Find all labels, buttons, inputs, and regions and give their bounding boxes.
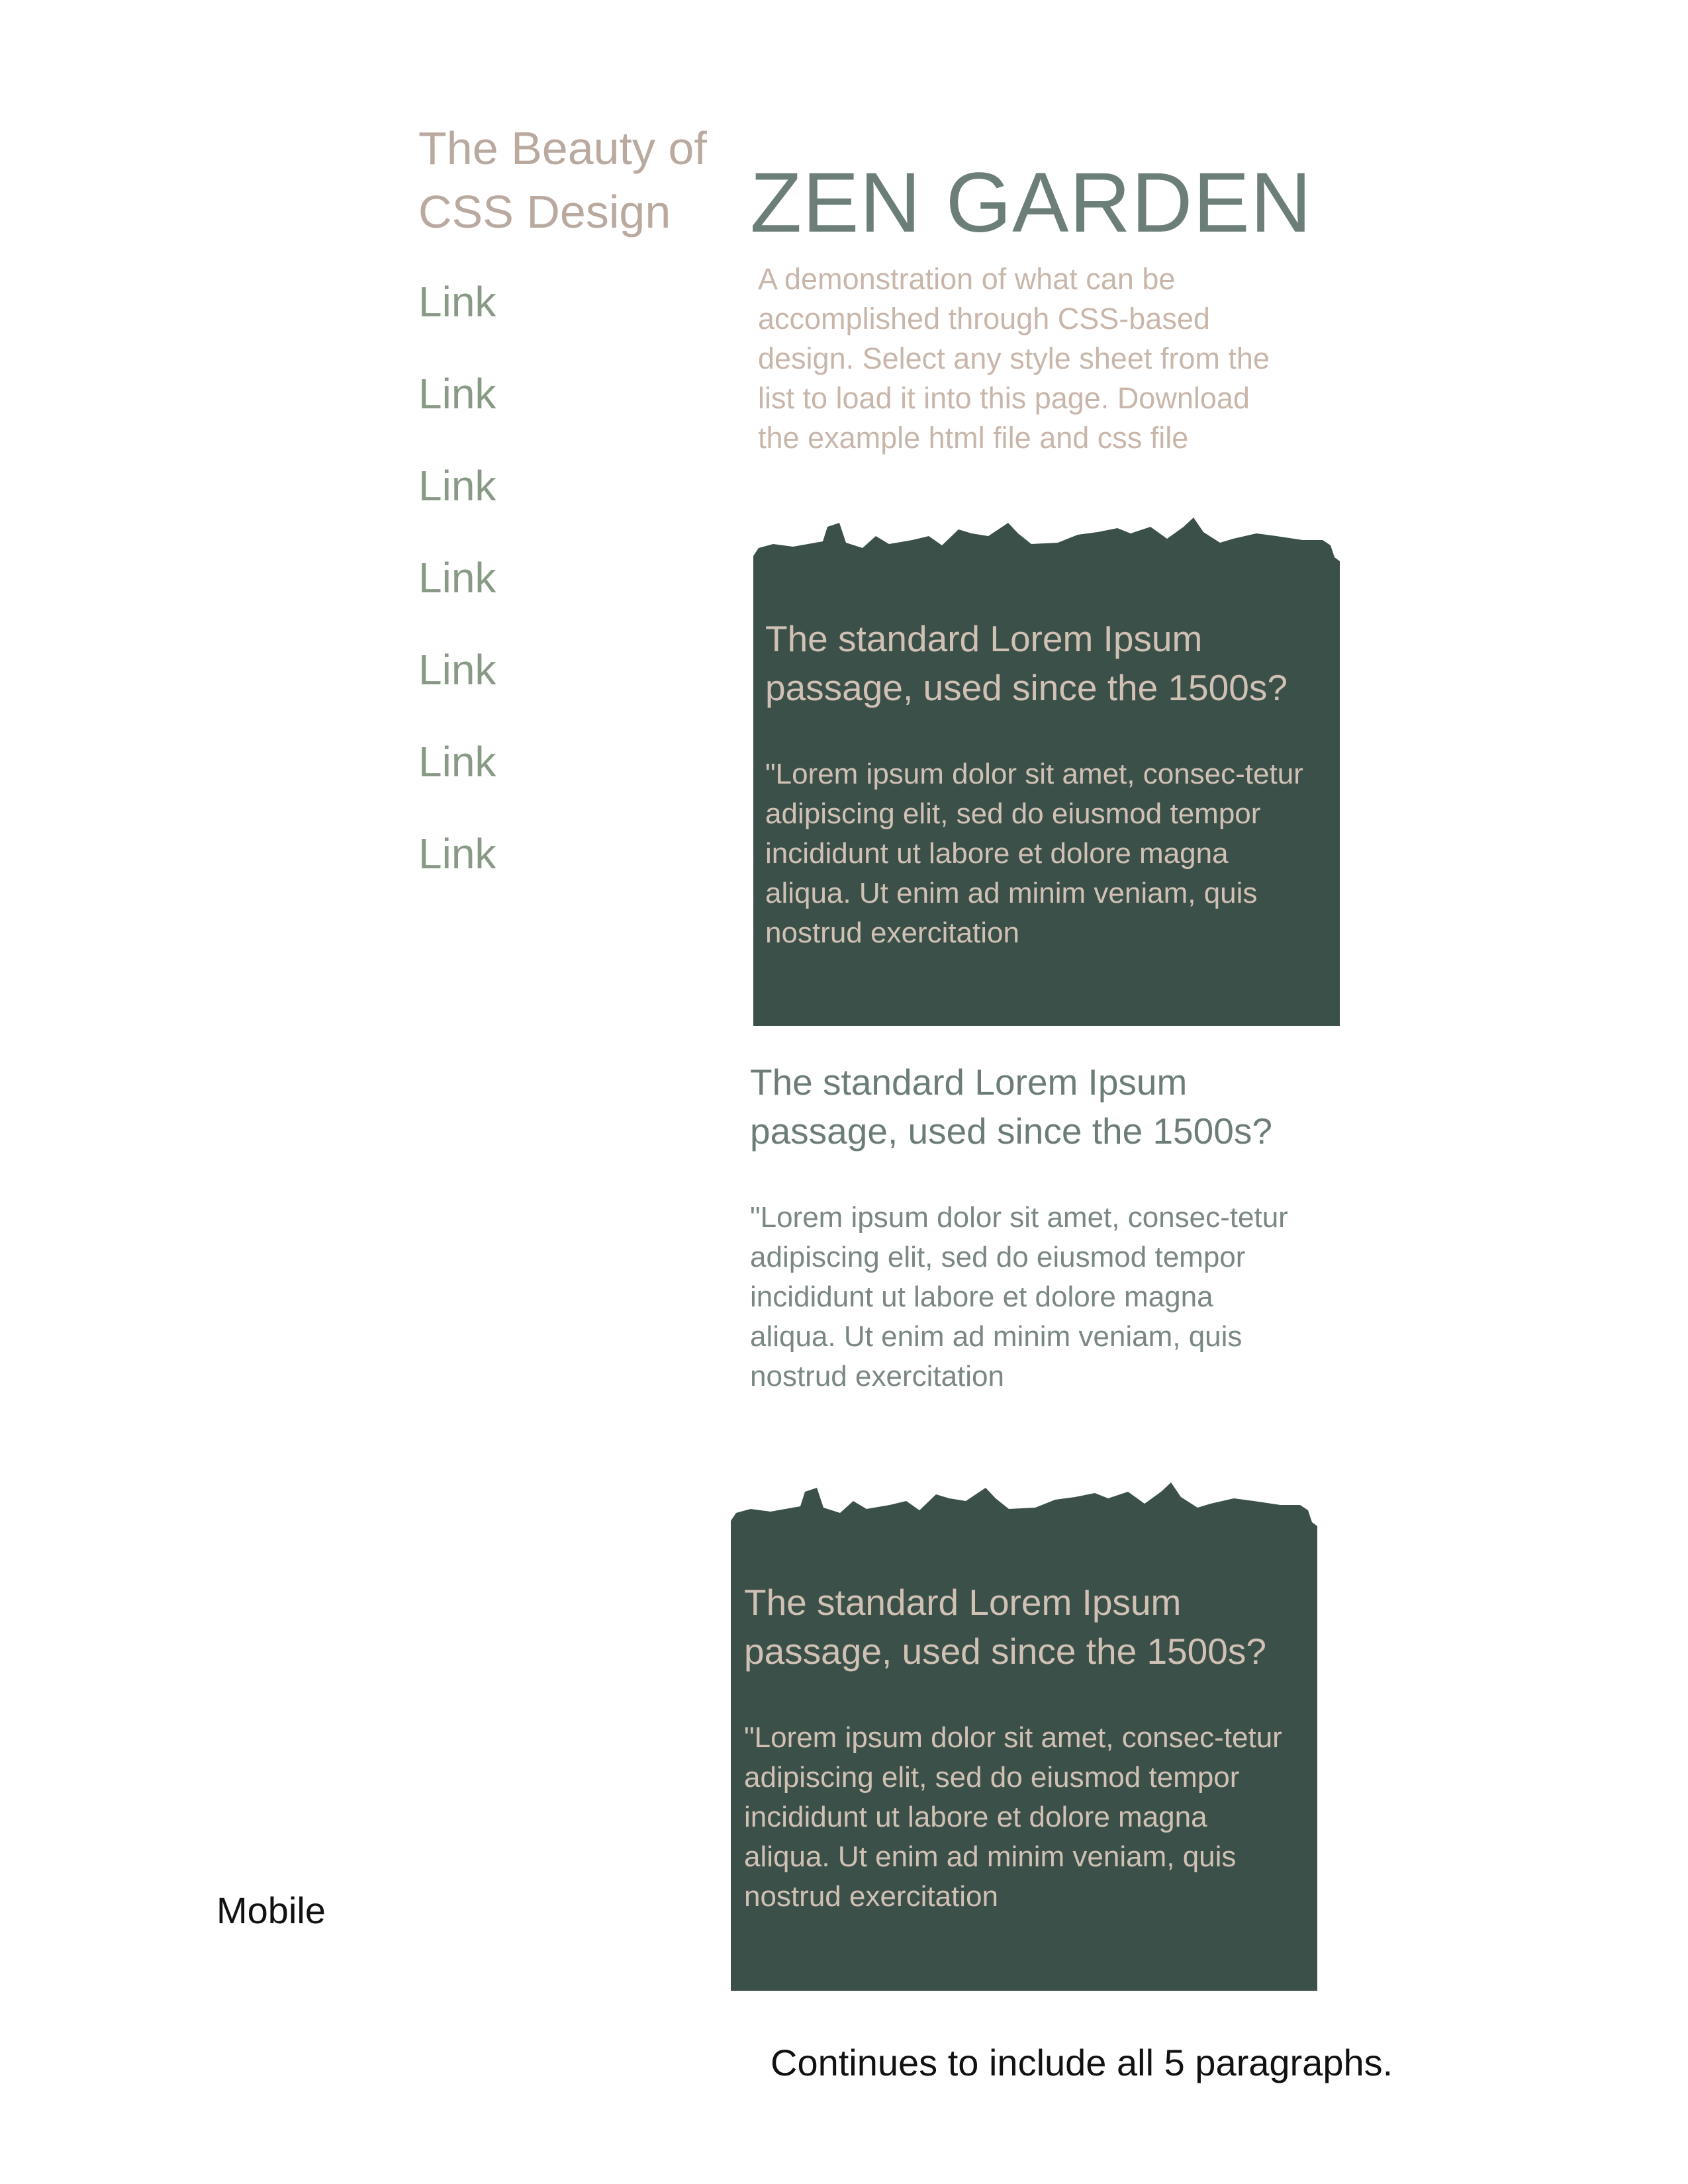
section-body: "Lorem ipsum dolor sit amet, consec-tetur adipiscing elit, sed do eiusmod tempor incididunt ut labore et dolore magna aliqua. Ut enim ad minim veniam, quis nostrud exercitation (750, 1201, 1288, 1392)
sidebar-nav (418, 270, 496, 914)
nav-link-6[interactable]: Link (418, 738, 496, 786)
nav-link-4[interactable]: Link (418, 554, 496, 602)
content-section-1 (765, 614, 1321, 953)
device-label: Mobile (216, 1889, 326, 1931)
section-heading: The standard Lorem Ipsum passage, used since the 1500s? (750, 1062, 1272, 1152)
nav-link-3[interactable]: Link (418, 462, 496, 510)
section-body: "Lorem ipsum dolor sit amet, consec-tetur adipiscing elit, sed do eiusmod tempor incididunt ut labore et dolore magna aliqua. Ut enim ad minim veniam, quis nostrud exercitation (744, 1721, 1282, 1913)
site-tagline: The Beauty of CSS Design (418, 122, 707, 238)
nav-link-7[interactable]: Link (418, 830, 496, 878)
section-body: "Lorem ipsum dolor sit amet, consec-tetur adipiscing elit, sed do eiusmod tempor incididunt ut labore et dolore magna aliqua. Ut enim ad minim veniam, quis nostrud exercitation (765, 758, 1303, 949)
site-title: ZEN GARDEN (750, 156, 1313, 250)
nav-link-2[interactable]: Link (418, 370, 496, 418)
section-heading: The standard Lorem Ipsum passage, used since the 1500s? (744, 1582, 1266, 1672)
section-heading: The standard Lorem Ipsum passage, used since the 1500s? (765, 618, 1288, 708)
content-section-3 (744, 1578, 1300, 1917)
footnote: Continues to include all 5 paragraphs. (771, 2042, 1393, 2083)
site-description: A demonstration of what can be accomplished through CSS-based design. Select any style sheet from the list to load it into this page. Download the example html file and css file (758, 262, 1270, 455)
nav-link-5[interactable]: Link (418, 646, 496, 694)
nav-link-1[interactable]: Link (418, 278, 496, 326)
content-section-2 (750, 1058, 1306, 1396)
